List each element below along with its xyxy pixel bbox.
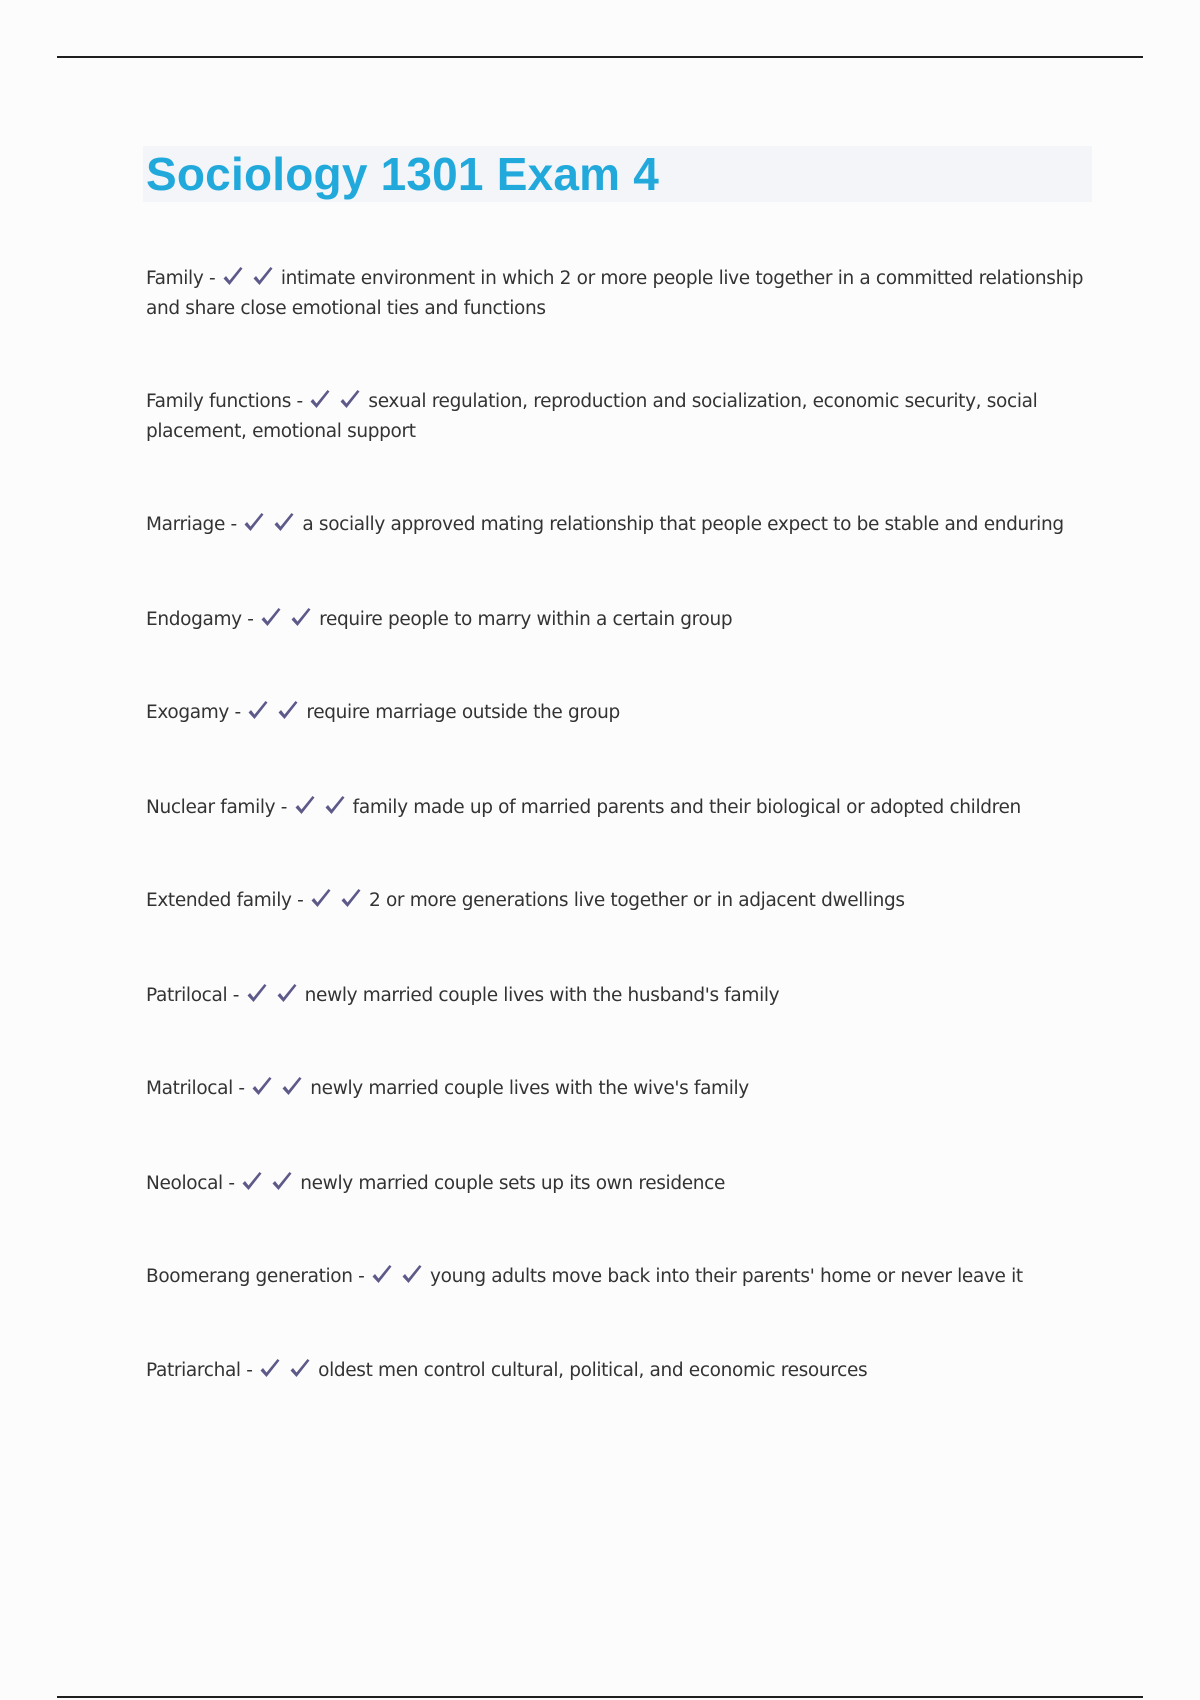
entry-separator: - xyxy=(203,267,221,289)
entry-separator: - xyxy=(291,390,309,412)
entry-term: Patriarchal xyxy=(146,1359,241,1381)
check-icon xyxy=(275,983,299,1005)
check-icon xyxy=(323,795,347,817)
entry-term: Matrilocal xyxy=(146,1077,233,1099)
top-rule xyxy=(57,56,1143,58)
entry-term: Marriage xyxy=(146,513,225,535)
list-item xyxy=(146,1074,1086,1104)
check-icon xyxy=(293,795,317,817)
entry-definition: newly married couple lives with the wive's family xyxy=(310,1077,749,1099)
check-icon xyxy=(240,1171,264,1193)
list-item xyxy=(146,1169,1086,1199)
entry-definition: oldest men control cultural, political, and economic resources xyxy=(318,1359,868,1381)
entry-separator: - xyxy=(229,701,247,723)
bottom-rule xyxy=(57,1696,1143,1698)
entry-definition: newly married couple lives with the husband's family xyxy=(304,984,780,1006)
entry-separator: - xyxy=(225,513,243,535)
entry-definition: intimate environment in which 2 or more people live together in a committed relationship and share close emotional ties and functions xyxy=(146,267,1084,319)
entry-separator: - xyxy=(291,889,309,911)
check-icon xyxy=(289,607,313,629)
entry-term: Patrilocal xyxy=(146,984,228,1006)
entry-separator: - xyxy=(227,984,245,1006)
list-item xyxy=(146,981,1086,1011)
entry-term: Nuclear family xyxy=(146,796,276,818)
entry-separator: - xyxy=(232,1077,251,1099)
check-icon xyxy=(259,607,283,629)
entry-term: Exogamy xyxy=(146,701,229,723)
list-item xyxy=(146,510,1086,540)
check-icon xyxy=(309,888,333,910)
entry-term: Neolocal xyxy=(146,1172,223,1194)
check-icon xyxy=(339,888,363,910)
check-icon xyxy=(246,700,270,722)
entry-definition: newly married couple sets up its own residence xyxy=(300,1172,725,1194)
check-icon xyxy=(242,512,266,534)
check-icon xyxy=(288,1358,312,1380)
check-icon xyxy=(251,266,275,288)
entry-definition: 2 or more generations live together or in adjacent dwellings xyxy=(369,889,905,911)
entry-separator: - xyxy=(222,1172,241,1194)
entry-separator: - xyxy=(275,796,293,818)
check-icon xyxy=(221,266,245,288)
entry-separator: - xyxy=(240,1359,259,1381)
entry-definition: sexual regulation, reproduction and socialization, economic security, social placement, emotional support xyxy=(146,390,1038,442)
entry-term: Boomerang generation xyxy=(146,1265,353,1287)
list-item xyxy=(146,387,1086,447)
list-item xyxy=(146,698,1086,728)
list-item xyxy=(146,264,1086,324)
entry-term: Family xyxy=(146,267,204,289)
entry-definition: young adults move back into their parents' home or never leave it xyxy=(430,1265,1023,1287)
entry-definition: a socially approved mating relationship that people expect to be stable and enduring xyxy=(302,513,1064,535)
check-icon xyxy=(370,1264,394,1286)
list-item xyxy=(146,886,1086,916)
check-icon xyxy=(272,512,296,534)
entry-separator: - xyxy=(241,608,260,630)
entry-definition: require marriage outside the group xyxy=(306,701,620,723)
check-icon xyxy=(270,1171,294,1193)
check-icon xyxy=(276,700,300,722)
check-icon xyxy=(400,1264,424,1286)
document-title: Sociology 1301 Exam 4 xyxy=(146,148,660,200)
entry-definition: family made up of married parents and their biological or adopted children xyxy=(352,796,1021,818)
list-item xyxy=(146,1262,1086,1292)
entry-term: Family functions xyxy=(146,390,292,412)
check-icon xyxy=(338,389,362,411)
entry-definition: require people to marry within a certain group xyxy=(319,608,733,630)
check-icon xyxy=(280,1076,304,1098)
check-icon xyxy=(250,1076,274,1098)
list-item xyxy=(146,793,1086,823)
entry-term: Extended family xyxy=(146,889,292,911)
check-icon xyxy=(308,389,332,411)
entry-term: Endogamy xyxy=(146,608,242,630)
list-item xyxy=(146,605,1086,635)
list-item xyxy=(146,1356,1086,1386)
entry-separator: - xyxy=(352,1265,371,1287)
check-icon xyxy=(245,983,269,1005)
check-icon xyxy=(258,1358,282,1380)
